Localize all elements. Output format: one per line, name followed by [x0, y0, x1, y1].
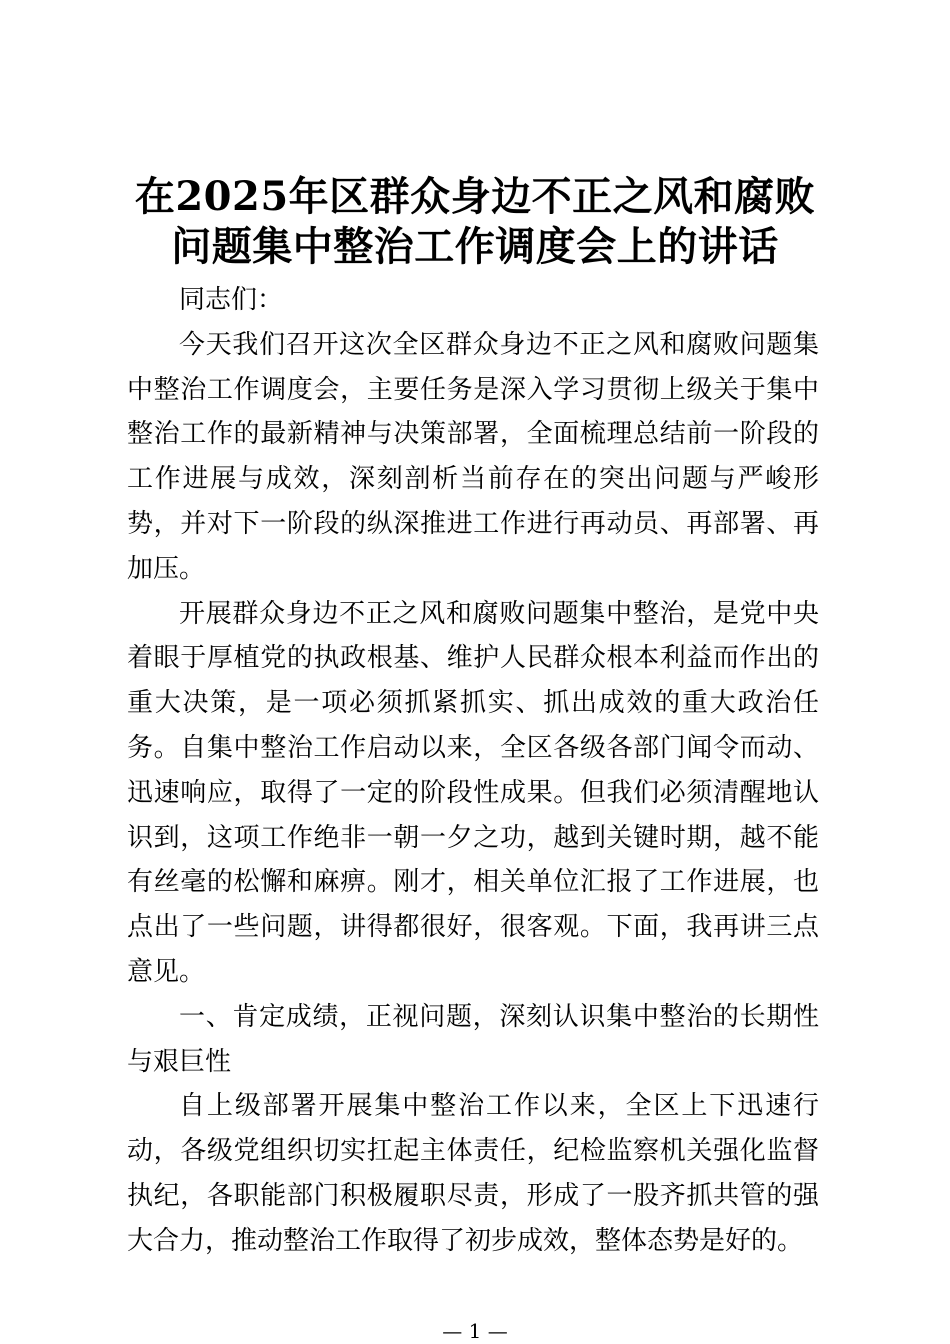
- paragraph-intro: 今天我们召开这次全区群众身边不正之风和腐败问题集中整治工作调度会，主要任务是深入学习贯彻上级关于集中整治工作的最新精神与决策部署，全面梳理总结前一阶段的工作进展与成效，深刻剖析当前存在的突出问题与严峻形势，并对下一阶段的纵深推进工作进行再动员、再部署、再加压。: [127, 329, 819, 584]
- paragraph-background: 开展群众身边不正之风和腐败问题集中整治，是党中央着眼于厚植党的执政根基、维护人民群众根本利益而作出的重大决策，是一项必须抓紧抓实、抓出成效的重大政治任务。自集中整治工作启动以来，全区各级各部门闻令而动、迅速响应，取得了一定的阶段性成果。但我们必须清醒地认识到，这项工作绝非一朝一夕之功，越到关键时期，越不能有丝毫的松懈和麻痹。刚才，相关单位汇报了工作进展，也点出了一些问题，讲得都很好，很客观。下面，我再讲三点意见。: [127, 598, 819, 987]
- document-body: [127, 278, 819, 1264]
- section-heading-1: 一、肯定成绩，正视问题，深刻认识集中整治的长期性与艰巨性: [127, 1001, 819, 1077]
- paragraph-section-1: 自上级部署开展集中整治工作以来，全区上下迅速行动，各级党组织切实扛起主体责任，纪检监察机关强化监督执纪，各职能部门积极履职尽责，形成了一股齐抓共管的强大合力，推动整治工作取得了初步成效，整体态势是好的。: [127, 1091, 819, 1256]
- greeting: 同志们：: [179, 285, 284, 315]
- page-number: — 1 —: [442, 1319, 508, 1343]
- document-title-line1: 在2025年区群众身边不正之风和腐败: [134, 173, 816, 220]
- document-title-line2: 问题集中整治工作调度会上的讲话: [171, 223, 779, 270]
